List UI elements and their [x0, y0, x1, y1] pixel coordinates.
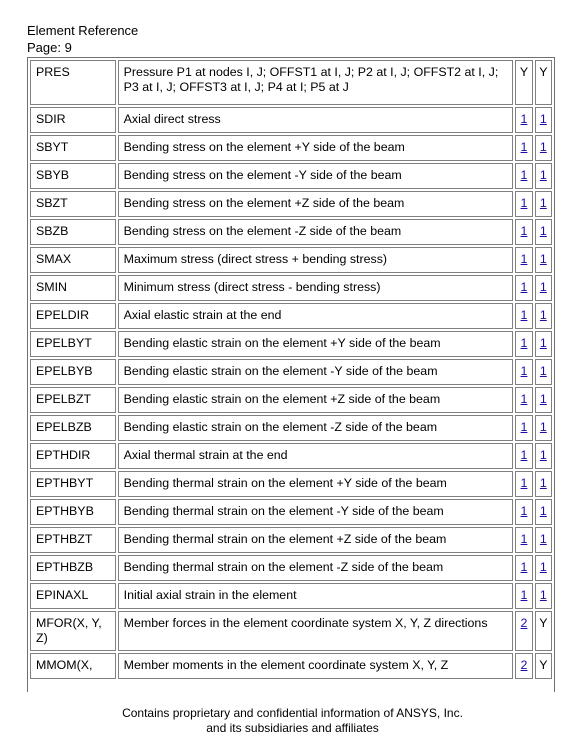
footer-line-2: and its subsidiaries and affiliates	[206, 721, 379, 735]
output-r-cell	[535, 527, 552, 553]
description-cell: Initial axial strain in the element	[118, 583, 514, 609]
output-r-cell	[535, 555, 552, 581]
output-r-cell	[535, 303, 552, 329]
footnote-link[interactable]: 1	[520, 336, 528, 350]
table-row	[30, 415, 552, 441]
footnote-link[interactable]: 1	[520, 140, 528, 154]
table-row	[30, 275, 552, 301]
description-cell: Pressure P1 at nodes I, J; OFFST1 at I, J; P2 at I, J; OFFST2 at I, J; P3 at I, J; OFFST3 at I, J; P4 at I; P5 at J	[118, 60, 514, 105]
table-row	[30, 555, 552, 581]
item-name-cell: MFOR(X, Y, Z)	[30, 611, 116, 651]
table-row	[30, 163, 552, 189]
table-row	[30, 359, 552, 385]
output-o-cell	[515, 653, 532, 679]
footnote-link[interactable]: 1	[520, 476, 528, 490]
output-o-cell	[515, 611, 532, 651]
footnote-link[interactable]: 1	[520, 420, 528, 434]
item-name-cell: EPELBYT	[30, 331, 116, 357]
footnote-link[interactable]: 2	[520, 616, 528, 630]
output-r-cell	[535, 443, 552, 469]
item-name-cell: SBYB	[30, 163, 116, 189]
output-r-cell	[535, 107, 552, 133]
footnote-link[interactable]: 1	[520, 168, 528, 182]
footnote-link[interactable]: 1	[520, 280, 528, 294]
footnote-link[interactable]: 1	[539, 392, 547, 406]
footnote-link[interactable]: 1	[520, 588, 528, 602]
footnote-link[interactable]: 1	[520, 448, 528, 462]
footnote-link[interactable]: 1	[539, 140, 547, 154]
description-cell: Axial elastic strain at the end	[118, 303, 514, 329]
table-row	[30, 60, 552, 105]
item-name-cell: EPINAXL	[30, 583, 116, 609]
table-row	[30, 653, 552, 679]
description-cell: Bending thermal strain on the element -Z side of the beam	[118, 555, 514, 581]
description-cell: Bending stress on the element -Y side of the beam	[118, 163, 514, 189]
output-r-cell	[535, 359, 552, 385]
footnote-link[interactable]: 1	[539, 308, 547, 322]
footnote-link[interactable]: 1	[539, 336, 547, 350]
footnote-link[interactable]: 1	[520, 252, 528, 266]
output-o-cell: Y	[515, 60, 532, 105]
output-r-cell	[535, 163, 552, 189]
table-row	[30, 247, 552, 273]
description-cell: Minimum stress (direct stress - bending stress)	[118, 275, 514, 301]
footnote-link[interactable]: 1	[539, 196, 547, 210]
output-r-cell	[535, 219, 552, 245]
output-r-cell: Y	[535, 60, 552, 105]
table-row	[30, 135, 552, 161]
output-r-cell	[535, 387, 552, 413]
table-row	[30, 499, 552, 525]
footnote-link[interactable]: 1	[520, 112, 528, 126]
item-name-cell: EPELBZT	[30, 387, 116, 413]
output-o-cell	[515, 583, 532, 609]
output-o-cell	[515, 387, 532, 413]
footnote-link[interactable]: 1	[520, 224, 528, 238]
footnote-link[interactable]: 1	[539, 280, 547, 294]
output-o-cell	[515, 499, 532, 525]
item-name-cell: SBYT	[30, 135, 116, 161]
output-o-cell	[515, 331, 532, 357]
page-footer	[0, 706, 585, 736]
table-row	[30, 331, 552, 357]
item-name-cell: EPELDIR	[30, 303, 116, 329]
footnote-link[interactable]: 1	[539, 420, 547, 434]
item-name-cell: MMOM(X,	[30, 653, 116, 679]
output-r-cell: Y	[535, 611, 552, 651]
output-o-cell	[515, 555, 532, 581]
footnote-link[interactable]: 1	[520, 532, 528, 546]
output-o-cell	[515, 163, 532, 189]
footnote-link[interactable]: 1	[520, 364, 528, 378]
table-row	[30, 387, 552, 413]
output-table	[28, 58, 554, 681]
footer-line-1: Contains proprietary and confidential information of ANSYS, Inc.	[122, 706, 463, 720]
output-o-cell	[515, 219, 532, 245]
item-name-cell: SMAX	[30, 247, 116, 273]
footnote-link[interactable]: 1	[539, 560, 547, 574]
output-o-cell	[515, 527, 532, 553]
table-row	[30, 219, 552, 245]
output-table-container	[27, 57, 555, 692]
footnote-link[interactable]: 1	[539, 476, 547, 490]
item-name-cell: EPTHBYB	[30, 499, 116, 525]
description-cell: Member forces in the element coordinate system X, Y, Z directions	[118, 611, 514, 651]
item-name-cell: EPELBZB	[30, 415, 116, 441]
page-header	[27, 22, 138, 56]
item-name-cell: SBZB	[30, 219, 116, 245]
output-o-cell	[515, 275, 532, 301]
footnote-link[interactable]: 1	[539, 112, 547, 126]
footnote-link[interactable]: 1	[539, 252, 547, 266]
output-r-cell: Y	[535, 653, 552, 679]
description-cell: Bending elastic strain on the element +Y side of the beam	[118, 331, 514, 357]
output-r-cell	[535, 191, 552, 217]
footnote-link[interactable]: 1	[539, 504, 547, 518]
item-name-cell: EPELBYB	[30, 359, 116, 385]
description-cell: Bending thermal strain on the element +Y side of the beam	[118, 471, 514, 497]
footnote-link[interactable]: 1	[539, 168, 547, 182]
footnote-link[interactable]: 1	[520, 560, 528, 574]
item-name-cell: SMIN	[30, 275, 116, 301]
description-cell: Bending stress on the element -Z side of the beam	[118, 219, 514, 245]
table-row	[30, 471, 552, 497]
output-o-cell	[515, 191, 532, 217]
description-cell: Bending thermal strain on the element -Y side of the beam	[118, 499, 514, 525]
output-r-cell	[535, 583, 552, 609]
item-name-cell: EPTHBZB	[30, 555, 116, 581]
footnote-link[interactable]: 1	[520, 504, 528, 518]
table-row	[30, 443, 552, 469]
item-name-cell: SBZT	[30, 191, 116, 217]
description-cell: Bending elastic strain on the element +Z side of the beam	[118, 387, 514, 413]
output-r-cell	[535, 247, 552, 273]
page-number: Page: 9	[27, 40, 72, 55]
output-o-cell	[515, 107, 532, 133]
footnote-link[interactable]: 1	[539, 588, 547, 602]
footnote-link[interactable]: 1	[520, 392, 528, 406]
footnote-link[interactable]: 1	[520, 308, 528, 322]
output-o-cell	[515, 471, 532, 497]
description-cell: Bending stress on the element +Y side of the beam	[118, 135, 514, 161]
table-row	[30, 611, 552, 651]
table-row	[30, 583, 552, 609]
footnote-link[interactable]: 1	[520, 196, 528, 210]
output-r-cell	[535, 499, 552, 525]
output-o-cell	[515, 443, 532, 469]
document-title: Element Reference	[27, 23, 139, 38]
output-o-cell	[515, 303, 532, 329]
table-row	[30, 527, 552, 553]
output-r-cell	[535, 331, 552, 357]
footnote-link[interactable]: 1	[539, 532, 547, 546]
output-r-cell	[535, 135, 552, 161]
footnote-link[interactable]: 1	[539, 364, 547, 378]
output-o-cell	[515, 415, 532, 441]
footnote-link[interactable]: 1	[539, 224, 547, 238]
item-name-cell: EPTHBYT	[30, 471, 116, 497]
output-r-cell	[535, 415, 552, 441]
output-o-cell	[515, 135, 532, 161]
output-table-body	[30, 60, 552, 679]
item-name-cell: EPTHBZT	[30, 527, 116, 553]
table-row	[30, 191, 552, 217]
output-o-cell	[515, 247, 532, 273]
item-name-cell: SDIR	[30, 107, 116, 133]
description-cell: Axial thermal strain at the end	[118, 443, 514, 469]
description-cell: Bending thermal strain on the element +Z side of the beam	[118, 527, 514, 553]
description-cell: Axial direct stress	[118, 107, 514, 133]
output-r-cell	[535, 275, 552, 301]
output-o-cell	[515, 359, 532, 385]
table-row	[30, 107, 552, 133]
description-cell: Member moments in the element coordinate system X, Y, Z	[118, 653, 514, 679]
description-cell: Bending stress on the element +Z side of the beam	[118, 191, 514, 217]
description-cell: Maximum stress (direct stress + bending stress)	[118, 247, 514, 273]
table-row	[30, 303, 552, 329]
description-cell: Bending elastic strain on the element -Y side of the beam	[118, 359, 514, 385]
output-r-cell	[535, 471, 552, 497]
item-name-cell: PRES	[30, 60, 116, 105]
footnote-link[interactable]: 1	[539, 448, 547, 462]
item-name-cell: EPTHDIR	[30, 443, 116, 469]
footnote-link[interactable]: 2	[520, 658, 528, 672]
description-cell: Bending elastic strain on the element -Z side of the beam	[118, 415, 514, 441]
